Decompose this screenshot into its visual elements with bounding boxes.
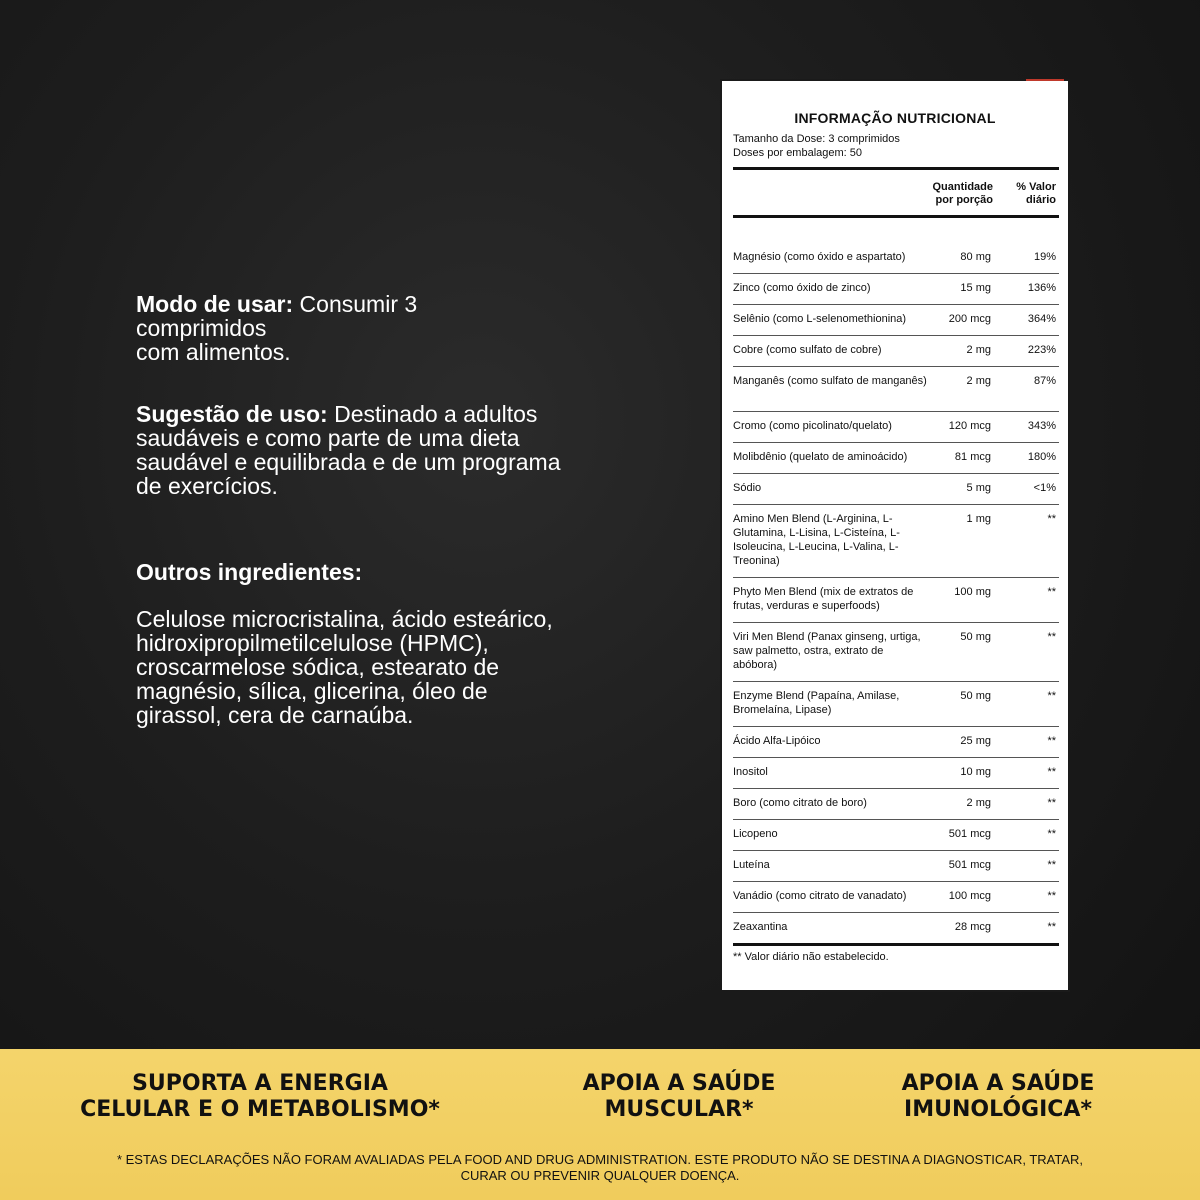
nutrient-amount: 1 mg (966, 513, 991, 525)
nutrient-amount: 81 mcg (954, 451, 991, 463)
nutrient-daily-value: ** (1047, 690, 1056, 702)
nutrient-amount: 80 mg (960, 251, 991, 263)
nutrient-daily-value: ** (1047, 586, 1056, 598)
nutrient-amount: 50 mg (960, 690, 991, 702)
usage-text: Consumir 3 (293, 291, 418, 317)
row-divider (733, 788, 1059, 789)
claim-energy-line-2: CELULAR E O METABOLISMO* (80, 1097, 440, 1122)
nutrient-name: Luteína (733, 859, 770, 871)
top-divider (733, 167, 1059, 170)
nutrient-name: Licopeno (733, 828, 778, 840)
claim-muscle-line-2: MUSCULAR* (604, 1097, 754, 1122)
nutrient-name: Vanádio (como citrato de vanadato) (733, 890, 907, 902)
nutrient-amount: 15 mg (960, 282, 991, 294)
row-divider (733, 335, 1059, 336)
nutrient-daily-value: 343% (1027, 420, 1056, 432)
row-divider (733, 273, 1059, 274)
nutrient-name: Ácido Alfa-Lipóico (733, 735, 821, 747)
nutrient-daily-value: ** (1047, 513, 1056, 525)
dv-header-line-1: % Valor (1016, 181, 1056, 193)
nutrient-amount: 200 mcg (948, 313, 991, 325)
nutrient-amount: 28 mcg (954, 921, 991, 933)
nutrient-name: Sódio (733, 482, 762, 494)
row-divider (733, 881, 1059, 882)
nutrient-name: Boro (como citrato de boro) (733, 797, 867, 809)
nutrient-daily-value: 19% (1033, 251, 1056, 263)
nutrient-daily-value: 223% (1027, 344, 1056, 356)
nutrient-daily-value: 87% (1033, 375, 1056, 387)
nutrient-daily-value: ** (1047, 735, 1056, 747)
amount-header-line-2: por porção (935, 194, 993, 206)
claim-energy (60, 1071, 460, 1123)
nutrient-amount: 120 mcg (948, 420, 991, 432)
usage-line-1 (136, 292, 566, 316)
nutrient-name: Zeaxantina (733, 921, 788, 933)
nutrient-name: Cromo (como picolinato/quelato) (733, 420, 892, 432)
row-divider (733, 577, 1059, 578)
row-divider (733, 726, 1059, 727)
usage-line-3: com alimentos. (136, 339, 291, 365)
nutrient-name: Magnésio (como óxido e aspartato) (733, 251, 906, 263)
claim-immune (868, 1071, 1128, 1123)
suggestion-label: Sugestão de uso: (136, 401, 328, 427)
usage-label: Modo de usar: (136, 291, 294, 317)
nutrient-amount: 5 mg (966, 482, 991, 494)
nutrient-daily-value: <1% (1033, 482, 1056, 494)
other-ingredients-title: Outros ingredientes: (136, 559, 363, 585)
row-divider (733, 473, 1059, 474)
nutrient-name: Phyto Men Blend (mix de extratos de frutas, verduras e superfoods) (733, 586, 914, 612)
claim-immune-line-1: APOIA A SAÚDE (901, 1071, 1095, 1096)
amount-column-header (932, 181, 993, 207)
nutrient-daily-value: ** (1047, 631, 1056, 643)
nutrient-name: Zinco (como óxido de zinco) (733, 282, 871, 294)
nutrient-daily-value: ** (1047, 766, 1056, 778)
nutrient-daily-value: 180% (1027, 451, 1056, 463)
row-divider (733, 819, 1059, 820)
nutrient-amount: 501 mcg (948, 828, 991, 840)
servings-per-pack: Doses por embalagem: 50 (733, 147, 863, 159)
red-corner-mark (1026, 79, 1064, 81)
row-divider (733, 912, 1059, 913)
daily-value-column-header (1016, 181, 1056, 207)
row-divider (733, 622, 1059, 623)
nutrient-daily-value: ** (1047, 828, 1056, 840)
amount-header-line-1: Quantidade (932, 181, 993, 193)
nutrient-name: Viri Men Blend (Panax ginseng, urtiga, saw palmetto, ostra, extrato de abóbora) (733, 631, 921, 671)
other-ingredients-text: Celulose microcristalina, ácido esteárico, hidroxipropilmetilcelulose (HPMC), croscarmelose sódica, estearato de magnésio, sílica, glicerina, óleo de girassol, cera de carnaúba. (136, 606, 553, 728)
row-divider (733, 366, 1059, 367)
usage-instructions (136, 292, 566, 364)
nutrient-amount: 10 mg (960, 766, 991, 778)
nutrient-name: Inositol (733, 766, 768, 778)
fda-disclaimer (80, 1152, 1120, 1184)
claim-muscle-line-1: APOIA A SAÚDE (582, 1071, 776, 1096)
nutrient-daily-value: ** (1047, 921, 1056, 933)
dv-header-line-2: diário (1026, 194, 1056, 206)
serving-size: Tamanho da Dose: 3 comprimidos (733, 133, 900, 145)
nutrient-name: Cobre (como sulfato de cobre) (733, 344, 882, 356)
claim-muscle (529, 1071, 829, 1123)
nutrient-name: Selênio (como L-selenomethionina) (733, 313, 907, 325)
row-divider (733, 943, 1059, 946)
disclaimer-line-2: CURAR OU PREVENIR QUALQUER DOENÇA. (460, 1168, 740, 1183)
nutrient-daily-value: ** (1047, 797, 1056, 809)
row-divider (733, 411, 1059, 412)
nutrient-amount: 100 mg (954, 586, 991, 598)
nutrient-name: Enzyme Blend (Papaína, Amilase, Bromelaína, Lipase) (733, 690, 900, 716)
header-divider (733, 215, 1059, 218)
nutrient-amount: 2 mg (966, 797, 991, 809)
nutrient-name: Manganês (como sulfato de manganês) (733, 375, 927, 387)
nutrient-daily-value: 364% (1027, 313, 1056, 325)
row-divider (733, 504, 1059, 505)
suggestion-text: Destinado a adultos saudáveis e como parte de uma dieta saudável e equilibrada e de um programa de exercícios. (136, 401, 561, 499)
nutrient-amount: 50 mg (960, 631, 991, 643)
disclaimer-line-1: * ESTAS DECLARAÇÕES NÃO FORAM AVALIADAS PELA FOOD AND DRUG ADMINISTRATION. ESTE PRODUTO NÃO SE DESTINA A DIAGNOSTICAR, TRATAR, (116, 1152, 1084, 1167)
claim-energy-line-1: SUPORTA A ENERGIA (132, 1071, 388, 1096)
nutrient-amount: 25 mg (960, 735, 991, 747)
nutrient-name: Amino Men Blend (L-Arginina, L-Glutamina, L-Lisina, L-Cisteína, L-Isoleucina, L-Leucina, L-Valina, L-Treonina) (733, 513, 900, 567)
nutrient-daily-value: ** (1047, 859, 1056, 871)
claim-immune-line-2: IMUNOLÓGICA* (904, 1097, 1092, 1122)
row-divider (733, 681, 1059, 682)
usage-suggestion (136, 402, 566, 498)
nutrient-name: Molibdênio (quelato de aminoácido) (733, 451, 908, 463)
nutrient-amount: 2 mg (966, 375, 991, 387)
row-divider (733, 442, 1059, 443)
row-divider (733, 304, 1059, 305)
nutrition-title: INFORMAÇÃO NUTRICIONAL (794, 110, 996, 126)
nutrient-amount: 2 mg (966, 344, 991, 356)
nutrient-amount: 100 mcg (948, 890, 991, 902)
nutrient-daily-value: 136% (1027, 282, 1056, 294)
nutrient-amount: 501 mcg (948, 859, 991, 871)
row-divider (733, 850, 1059, 851)
footnote: ** Valor diário não estabelecido. (733, 951, 889, 963)
claims-band (0, 1049, 1200, 1200)
row-divider (733, 757, 1059, 758)
nutrition-facts-panel (720, 79, 1070, 992)
nutrient-daily-value: ** (1047, 890, 1056, 902)
usage-line-2: comprimidos (136, 315, 267, 341)
